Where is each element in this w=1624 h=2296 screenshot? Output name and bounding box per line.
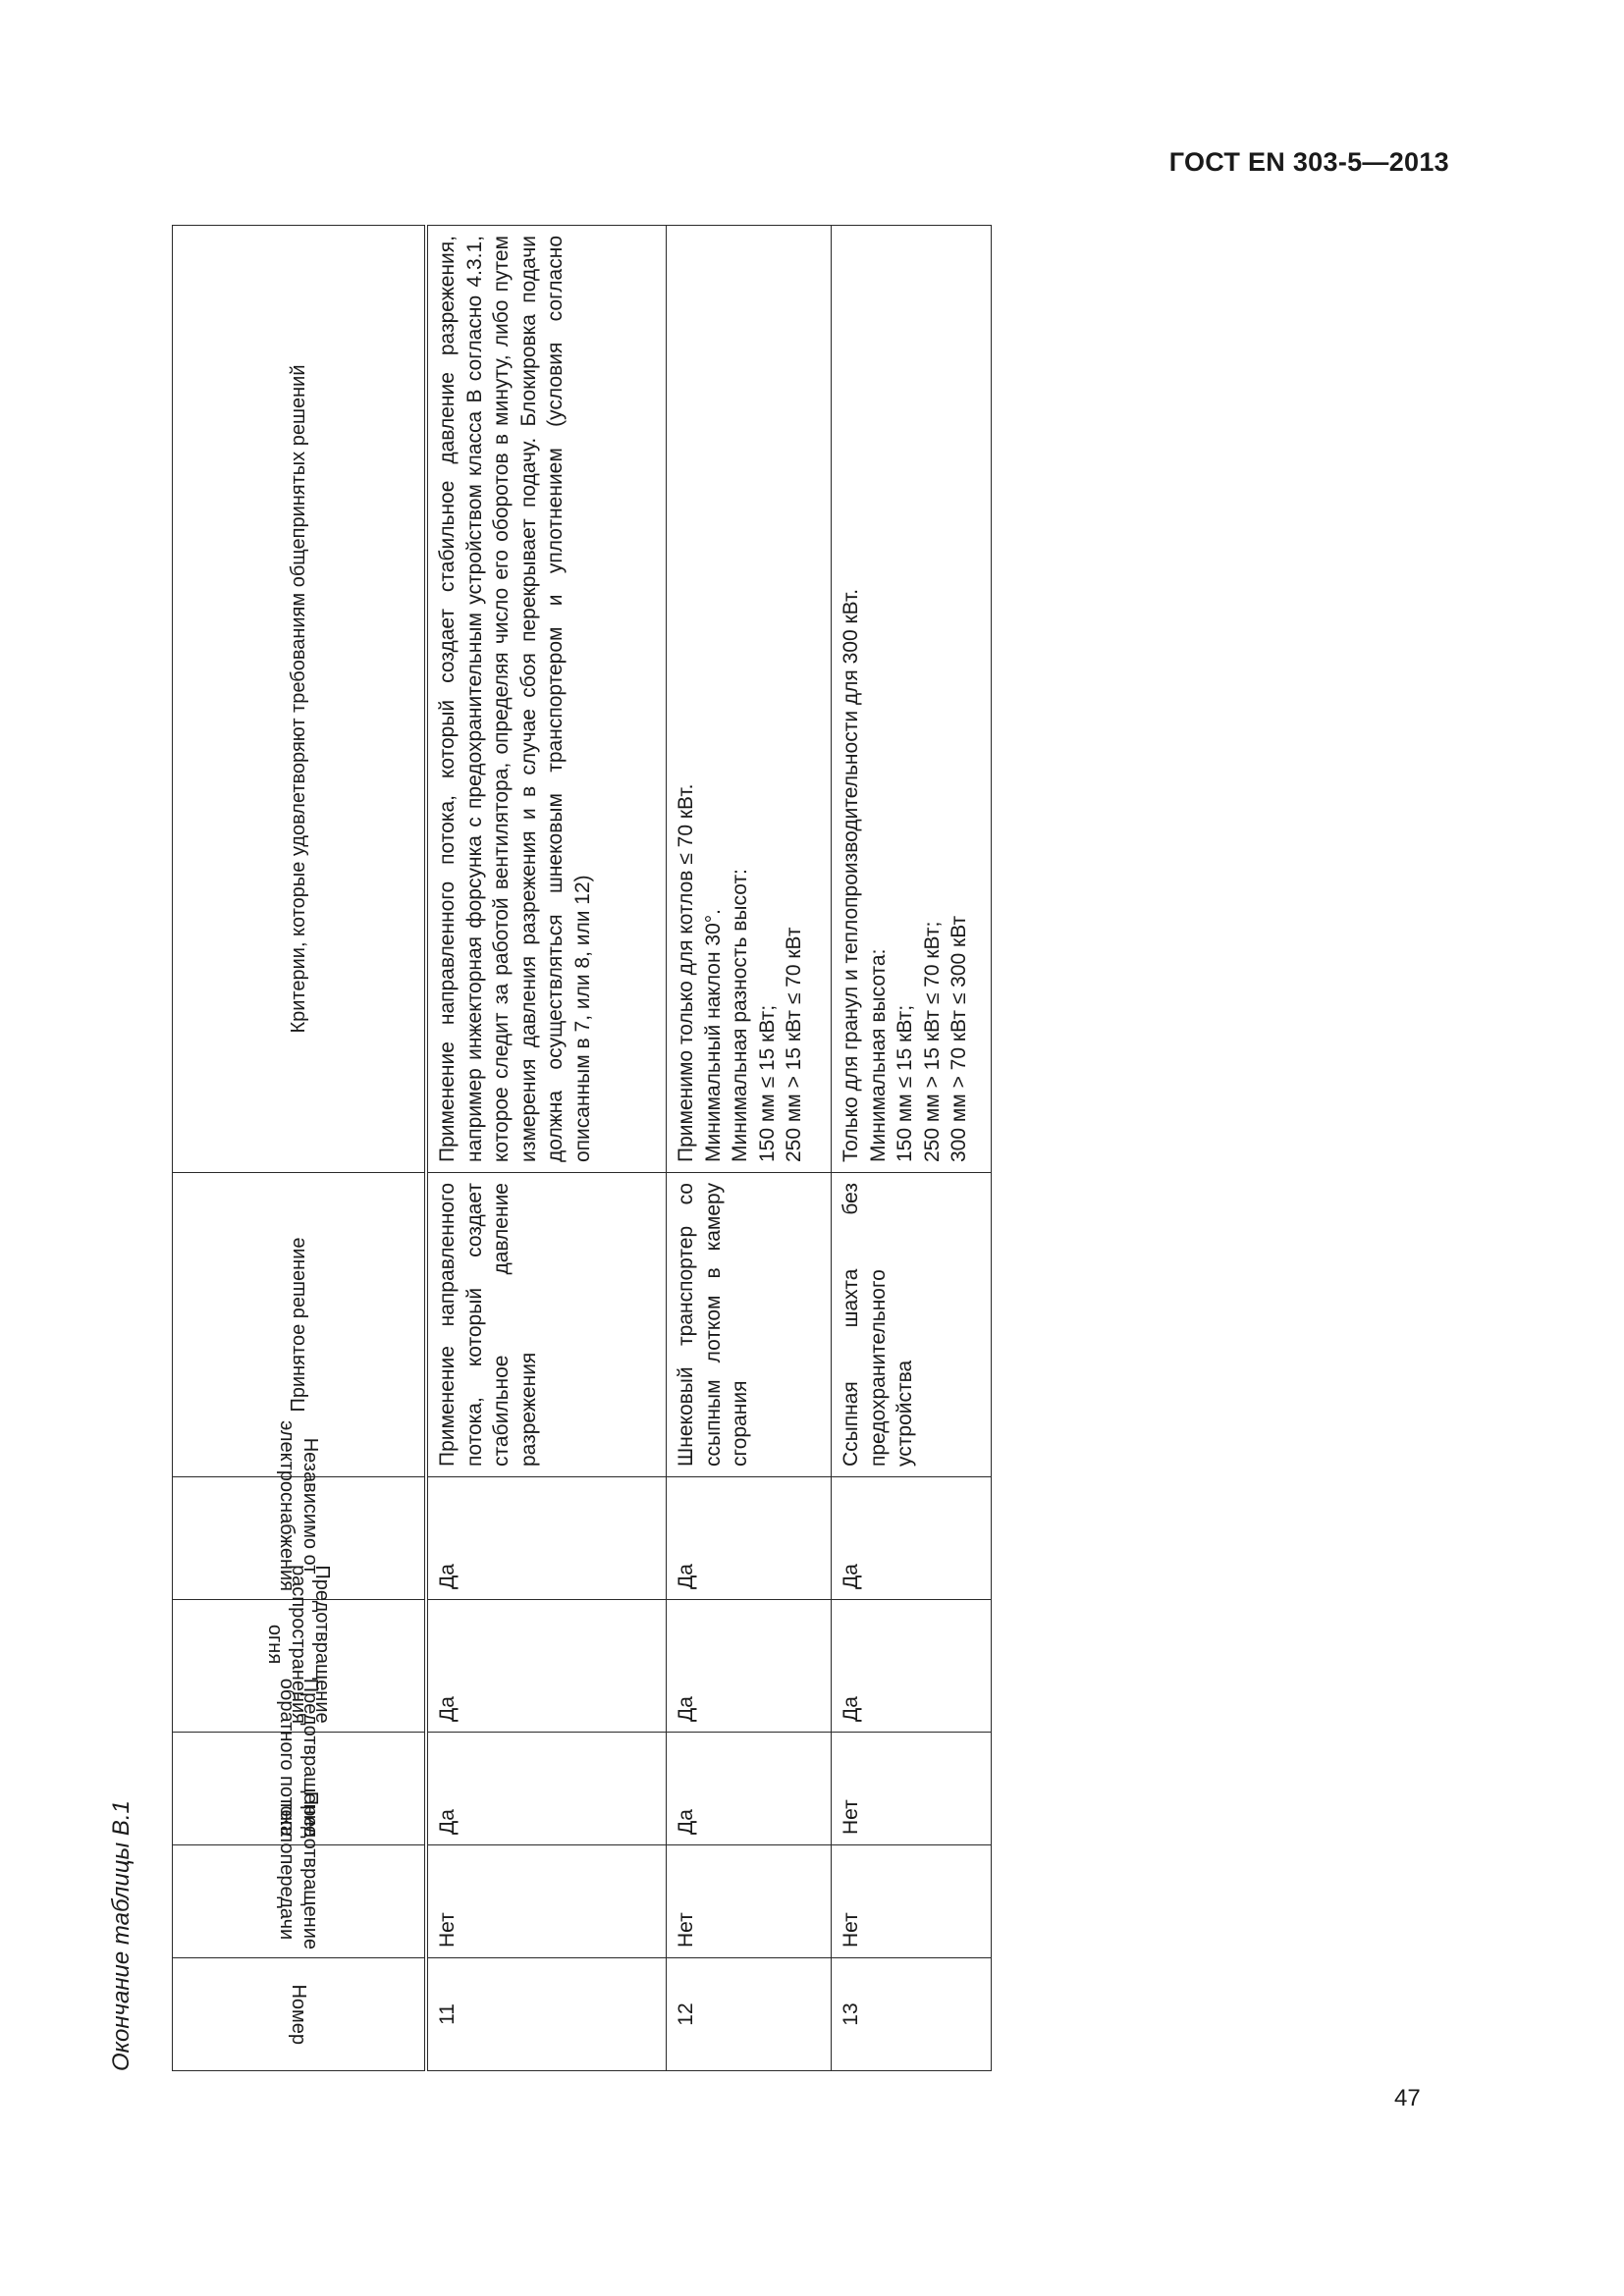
cell-backflow: Да [426, 1733, 667, 1845]
criteria-line: Применение направленного потока, который создает стабильное давление разрежения, например инжекторная форсунка с предохранительным устройством класса B согласно 4.3.1, которое следит за работой вентилятора, определяя число его оборотов в минуту, либо путем измерения давления разрежения и в случае сбоя перекрывает подачу. Блокировка подачи должна осуществляться шнековым транспортером и уплотнением (условия согласно описанным в 7, или 8, или 12) [436, 236, 594, 1162]
column-header-heat-transfer: Предотвращение теплопередачи [173, 1845, 427, 1958]
cell-power-independent: Да [667, 1477, 832, 1600]
cell-fire-spread: Да [832, 1600, 992, 1733]
criteria-line: 250 мм > 15 кВт ≤ 70 кВт; [920, 921, 944, 1162]
criteria-line: 250 мм > 15 кВт ≤ 70 кВт [783, 927, 805, 1162]
table-row [667, 226, 832, 2071]
cell-heat-transfer: Нет [832, 1845, 992, 1958]
cell-heat-transfer: Нет [667, 1845, 832, 1958]
table-row [426, 226, 667, 2071]
cell-fire-spread: Да [426, 1600, 667, 1733]
cell-backflow: Нет [832, 1733, 992, 1845]
cell-number: 13 [832, 1958, 992, 2071]
table-row [832, 226, 992, 2071]
cell-criteria [667, 226, 832, 1173]
table-header-row [173, 226, 427, 2071]
cell-number: 11 [426, 1958, 667, 2071]
criteria-line: Минимальная высота: [866, 948, 890, 1162]
cell-power-independent: Да [832, 1477, 992, 1600]
column-header-number: Номер [173, 1958, 427, 2071]
criteria-line: 150 мм ≤ 15 кВт; [893, 1004, 916, 1162]
page-number: 47 [1394, 2085, 1421, 2111]
cell-heat-transfer: Нет [426, 1845, 667, 1958]
column-header-criteria: Критерии, которые удовлетворяют требованиям общепринятых решений [173, 226, 427, 1173]
criteria-table [172, 225, 992, 2071]
column-header-fire-spread: Предотвращение распространения огня [173, 1600, 427, 1733]
cell-number: 12 [667, 1958, 832, 2071]
cell-solution: Шнековый транспортер со ссыпным лотком в камеру сгорания [667, 1173, 832, 1477]
criteria-line: 150 мм ≤ 15 кВт; [755, 1004, 779, 1162]
criteria-line: Минимальный наклон 30°. [701, 908, 725, 1162]
cell-criteria [426, 226, 667, 1173]
criteria-line: Только для гранул и теплопроизводительности для 300 кВт. [839, 588, 862, 1162]
column-header-power-independent: Независимо от электроснабжения [173, 1477, 427, 1600]
table-caption: Окончание таблицы В.1 [108, 1800, 135, 2071]
rotated-table-block [108, 226, 992, 2071]
column-header-solution: Принятое решение [173, 1173, 427, 1477]
criteria-line: Применимо только для котлов ≤ 70 кВт. [675, 783, 697, 1162]
cell-backflow: Да [667, 1733, 832, 1845]
cell-power-independent: Да [426, 1477, 667, 1600]
criteria-line: Минимальная разность высот: [729, 869, 751, 1162]
cell-solution: Применение направленного потока, который создает стабильное давление разрежения [426, 1173, 667, 1477]
cell-criteria [832, 226, 992, 1173]
cell-solution: Ссыпная шахта без предохранительного устройства [832, 1173, 992, 1477]
document-code: ГОСТ EN 303-5—2013 [1168, 147, 1449, 177]
criteria-line: 300 мм > 70 кВт ≤ 300 кВт [947, 915, 970, 1162]
cell-fire-spread: Да [667, 1600, 832, 1733]
column-header-backflow: Предотвращение обратного потока [173, 1733, 427, 1845]
